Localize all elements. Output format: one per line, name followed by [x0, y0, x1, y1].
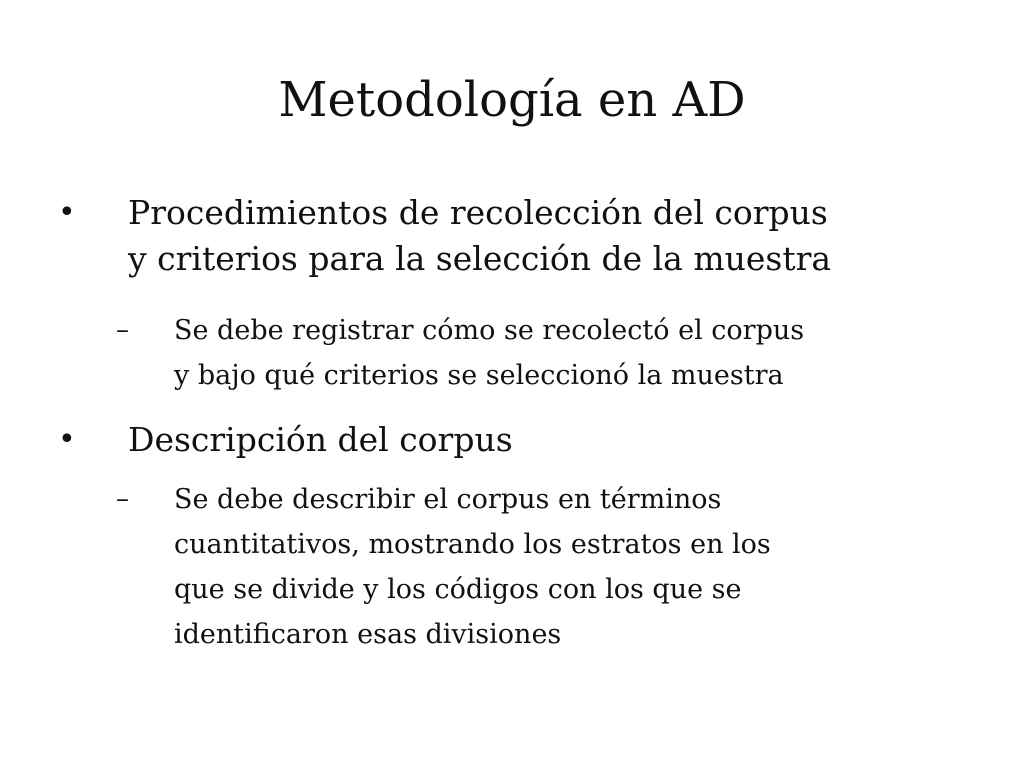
bullet-text: Descripción del corpus [128, 420, 513, 459]
sub-bullet-marker: – [116, 484, 129, 514]
sub-bullet-text: Se debe registrar cómo se recolectó el corpus y bajo qué criterios se seleccionó la muestra [174, 315, 805, 391]
bullet-text: Procedimientos de recolección del corpus y criterios para la selección de la muestra [128, 193, 832, 278]
sub-bullet-text: Se debe describir el corpus en términos cuantitativos, mostrando los estratos en los que se divide y los códigos con los que se identificaron esas divisiones [174, 484, 771, 650]
bullet-marker: • [58, 422, 76, 457]
slide-title: Metodología en AD [278, 72, 746, 128]
sub-bullet-marker: – [116, 315, 129, 345]
bullet-marker: • [58, 195, 76, 230]
